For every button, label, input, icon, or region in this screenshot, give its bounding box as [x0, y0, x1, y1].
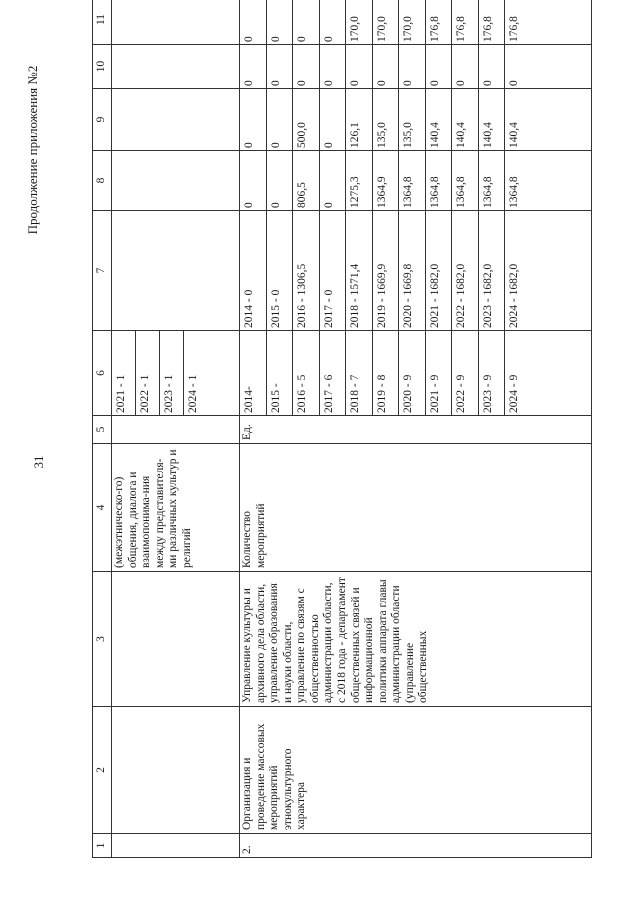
header-cell: 7 — [93, 211, 112, 331]
value-cell: 0 — [426, 45, 453, 88]
header-cell: 6 — [93, 331, 112, 416]
value-cell: 1364,8 — [426, 151, 453, 210]
table-row — [240, 0, 592, 858]
col-10-values — [240, 45, 532, 88]
value-cell: 135,0 — [399, 89, 426, 150]
value-cell: 500,0 — [293, 89, 320, 150]
value-cell: 1364,9 — [373, 151, 400, 210]
col-11-values — [240, 0, 532, 44]
value-cell: 0 — [240, 89, 267, 150]
value-cell: 0 — [479, 45, 506, 88]
value-cell: 2021 - 9 — [426, 331, 453, 415]
value-cell: 176,8 — [508, 16, 520, 42]
year-value: 2022 - 1 — [136, 331, 160, 415]
year-value: 2023 - 1 — [160, 331, 184, 415]
value-cell: 2016 - 5 — [293, 331, 320, 415]
header-cell: 3 — [93, 572, 112, 707]
value-cell: 0 — [293, 0, 320, 44]
value-cell: 0 — [320, 151, 347, 210]
value-cell: 126,1 — [346, 89, 373, 150]
header-cell: 4 — [93, 444, 112, 572]
value-cell: 2017 - 0 — [320, 211, 347, 330]
value-cell: 0 — [240, 0, 267, 44]
value-cell: 2014 - 0 — [240, 211, 267, 330]
value-cell: 1364,8 — [399, 151, 426, 210]
value-cell: 806,5 — [293, 151, 320, 210]
value-cell: 2019 - 1669,9 — [373, 211, 400, 330]
value-cell: 0 — [320, 89, 347, 150]
year-value: 2021 - 1 — [112, 331, 136, 415]
value-cell: 2019 - 8 — [373, 331, 400, 415]
unit: Ед. — [240, 416, 592, 444]
value-cell: 0 — [267, 151, 294, 210]
year-value: 2024 - 1 — [187, 374, 199, 413]
value-cell: 2018 - 1571,4 — [346, 211, 373, 330]
value-cell: 2016 - 1306,5 — [293, 211, 320, 330]
value-cell: 176,8 — [479, 0, 506, 44]
continued-indicator: (межэтническо-го) общения, диалога и взаимопонима-ния между представителя-ми различных культур и религий — [112, 444, 240, 572]
indicator: Количество мероприятий — [240, 444, 592, 572]
value-cell: 2014- — [240, 331, 267, 415]
value-cell: 170,0 — [346, 0, 373, 44]
value-cell: 0 — [346, 45, 373, 88]
value-cell: 2020 - 1669,8 — [399, 211, 426, 330]
value-cell: 2018 - 7 — [346, 331, 373, 415]
header-cell: 1 — [93, 834, 112, 858]
responsible: Управление культуры и архивного дела области, управление образования и науки области, управление по связям с общественностью администрации области, с 2018 года - департамент общественных связей и информационной политики аппарата главы администрации области (управление общественных — [240, 572, 592, 707]
value-cell: 0 — [320, 45, 347, 88]
page-number: 31 — [31, 455, 46, 469]
value-cell: 0 — [267, 0, 294, 44]
value-cell: 140,4 — [508, 122, 520, 148]
budget-table — [92, 13, 592, 858]
value-cell: 2021 - 1682,0 — [426, 211, 453, 330]
value-cell: 140,4 — [452, 89, 479, 150]
value-cell: 135,0 — [373, 89, 400, 150]
row-number: 2. — [240, 834, 592, 858]
value-cell: 140,4 — [479, 89, 506, 150]
header-cell: 2 — [93, 707, 112, 834]
value-cell: 0 — [267, 45, 294, 88]
value-cell: 1364,8 — [452, 151, 479, 210]
value-cell: 1364,8 — [508, 176, 520, 208]
value-cell: 1364,8 — [479, 151, 506, 210]
value-cell: 0 — [373, 45, 400, 88]
value-cell: 2023 - 1682,0 — [479, 211, 506, 330]
col-years — [240, 331, 532, 415]
value-cell: 1275,3 — [346, 151, 373, 210]
header-cell: 10 — [93, 45, 112, 89]
header-cell: 5 — [93, 416, 112, 444]
value-cell: 2023 - 9 — [479, 331, 506, 415]
continued-row — [112, 0, 240, 858]
value-cell: 0 — [399, 45, 426, 88]
header-cell: 8 — [93, 151, 112, 211]
value-cell: 176,8 — [426, 0, 453, 44]
continued-years — [112, 331, 239, 415]
value-cell: 0 — [293, 45, 320, 88]
value-cell: 2020 - 9 — [399, 331, 426, 415]
value-cell: 176,8 — [452, 0, 479, 44]
value-cell: 2022 - 1682,0 — [452, 211, 479, 330]
col-7-values — [240, 211, 532, 330]
value-cell: 0 — [320, 0, 347, 44]
col-8-values — [240, 151, 532, 210]
value-cell: 140,4 — [426, 89, 453, 150]
value-cell: 2024 - 1682,0 — [508, 263, 520, 328]
value-cell: 2015 - — [267, 331, 294, 415]
value-cell: 0 — [240, 45, 267, 88]
value-cell: 2017 - 6 — [320, 331, 347, 415]
value-cell: 2022 - 9 — [452, 331, 479, 415]
value-cell: 2015 - 0 — [267, 211, 294, 330]
value-cell: 0 — [240, 151, 267, 210]
value-cell: 0 — [508, 80, 520, 86]
value-cell: 2024 - 9 — [508, 374, 520, 413]
event-name: Организация и проведение массовых мероприятий этнокультурного характера — [240, 707, 592, 834]
value-cell: 170,0 — [399, 0, 426, 44]
header-cell: 9 — [93, 89, 112, 151]
col-9-values — [240, 89, 532, 150]
table-header-row — [93, 0, 112, 858]
continuation-note: Продолжение приложения №2 — [25, 65, 40, 235]
value-cell: 0 — [452, 45, 479, 88]
value-cell: 0 — [267, 89, 294, 150]
header-cell: 11 — [93, 0, 112, 45]
value-cell: 170,0 — [373, 0, 400, 44]
